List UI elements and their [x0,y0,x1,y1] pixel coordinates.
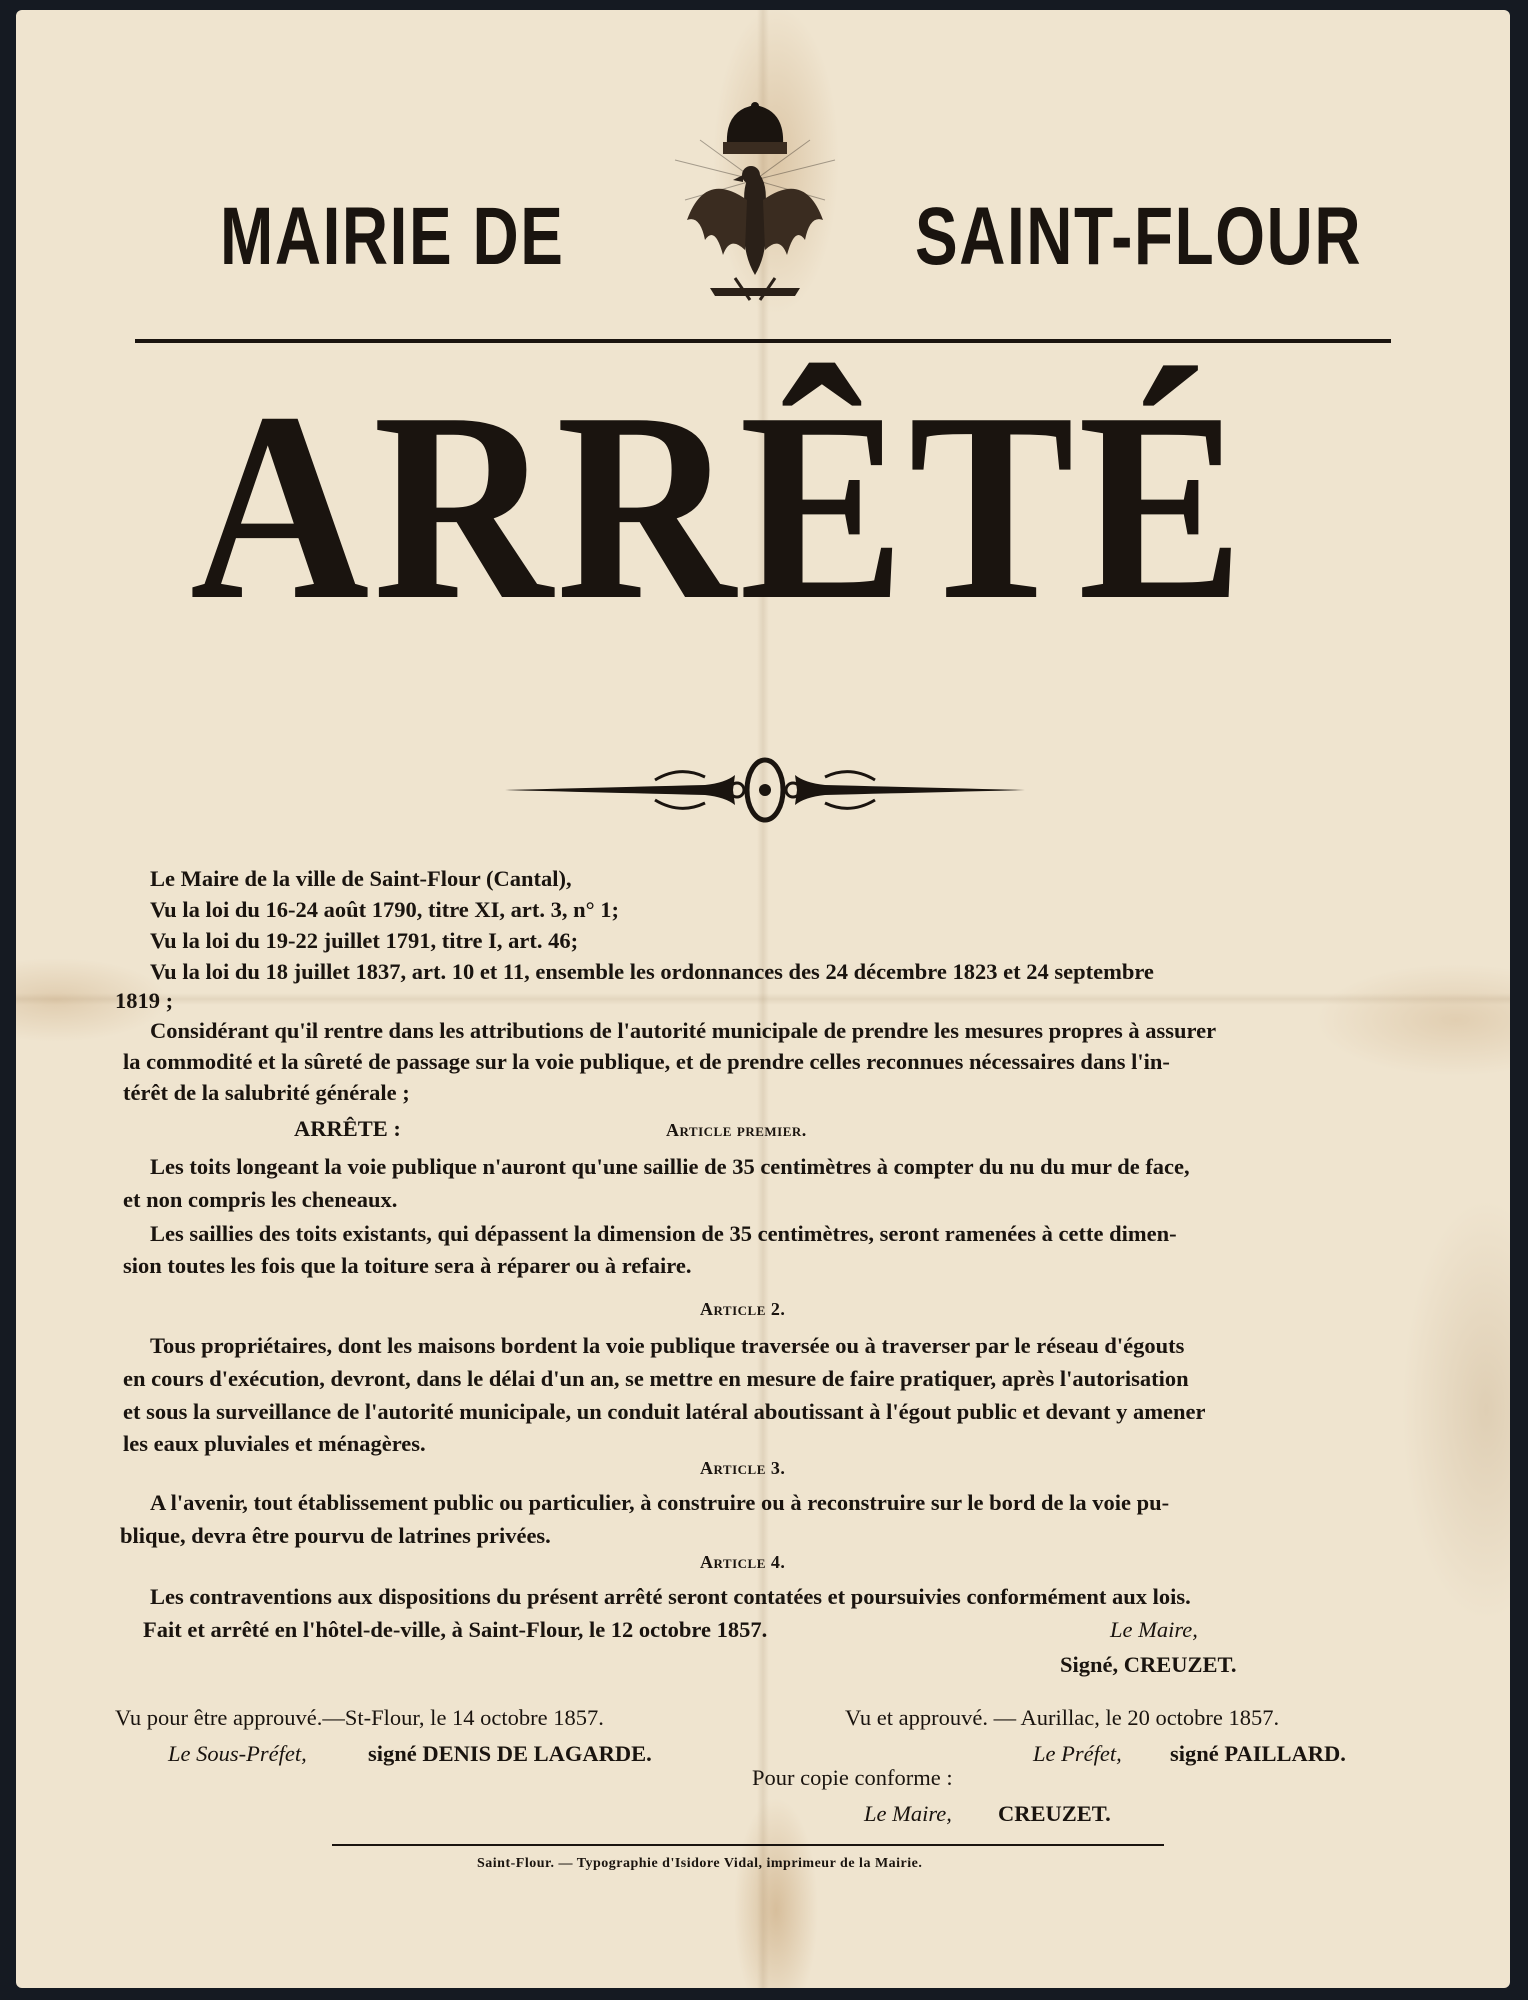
header-right: SAINT-FLOUR [915,191,1363,282]
article-1-line-2: et non compris les cheneaux. [123,1187,398,1212]
approval-left-signed: signé DENIS DE LAGARDE. [368,1741,652,1766]
preamble-line-3: Vu la loi du 19-22 juillet 1791, titre I, art. 46; [150,928,579,953]
header-left: MAIRIE DE [220,191,565,282]
signature-title: Le Maire, [1110,1617,1198,1642]
approval-right-role: Le Préfet, [1033,1741,1122,1766]
article-3-line-2: blique, devra être pourvu de latrines privées. [120,1523,551,1548]
preamble-line-1: Le Maire de la ville de Saint-Flour (Cantal), [150,866,572,891]
preamble-line-6: Considérant qu'il rentre dans les attributions de l'autorité municipale de prendre les mesures propres à assurer [150,1018,1217,1043]
approval-right-line: Vu et approuvé. — Aurillac, le 20 octobre 1857. [845,1705,1280,1730]
article-1-heading: Article premier. [666,1120,807,1140]
preamble-line-8: térêt de la salubrité générale ; [123,1080,410,1105]
article-2-line-1: Tous propriétaires, dont les maisons bordent la voie publique traversée ou à traverser par le réseau d'égouts [150,1333,1185,1358]
ornament-divider [505,755,1025,825]
article-3-line-1: A l'avenir, tout établissement public ou particulier, à construire ou à reconstruire sur le bord de la voie pu- [150,1490,1170,1515]
preamble-line-7: la commodité et la sûreté de passage sur la voie publique, et de prendre celles reconnues nécessaires dans l'in- [123,1049,1170,1074]
approval-left-role: Le Sous-Préfet, [168,1741,307,1766]
copy-line: Pour copie conforme : [752,1765,953,1790]
preamble-line-2: Vu la loi du 16-24 août 1790, titre XI, art. 3, n° 1; [150,897,620,922]
preamble-line-5: 1819 ; [115,988,174,1013]
signature-signed: Signé, CREUZET. [1060,1652,1237,1677]
article-2-line-2: en cours d'exécution, devront, dans le délai d'un an, se mettre en mesure de faire pratiquer, après l'autorisation [123,1366,1189,1391]
article-2-line-4: les eaux pluviales et ménagères. [123,1431,426,1456]
preamble-line-4: Vu la loi du 18 juillet 1837, art. 10 et 11, ensemble les ordonnances des 24 décembre 1823 et 24 septembre [150,959,1154,984]
copy-role: Le Maire, [864,1801,952,1826]
article-2-heading: Article 2. [700,1299,786,1319]
article-2-line-3: et sous la surveillance de l'autorité municipale, un conduit latéral aboutissant à l'égout public et devant y amener [123,1399,1206,1424]
imperial-eagle-emblem [655,100,855,325]
arrete-label: ARRÊTE : [294,1116,401,1141]
title-arrete: ARRÊTÉ [190,357,1248,656]
article-3-heading: Article 3. [700,1458,786,1478]
footer-rule [332,1844,1164,1846]
article-4-line-1: Les contraventions aux dispositions du présent arrêté seront contatées et poursuivies conformément aux lois. [150,1584,1191,1609]
copy-name: CREUZET. [998,1801,1111,1826]
printer-line: Saint-Flour. — Typographie d'Isidore Vidal, imprimeur de la Mairie. [477,1856,923,1871]
article-1-line-1: Les toits longeant la voie publique n'auront qu'une saillie de 35 centimètres à compter du nu du mur de face, [150,1154,1190,1179]
article-1-line-3: Les saillies des toits existants, qui dépassent la dimension de 35 centimètres, seront ramenées à cette dimen- [150,1221,1177,1246]
article-4-heading: Article 4. [700,1552,786,1572]
article-1-line-4: sion toutes les fois que la toiture sera à réparer ou à refaire. [123,1253,692,1278]
header-rule [135,339,1391,343]
approval-right-signed: signé PAILLARD. [1170,1741,1346,1766]
article-4-line-2: Fait et arrêté en l'hôtel-de-ville, à Saint-Flour, le 12 octobre 1857. [143,1617,768,1642]
approval-left-line: Vu pour être approuvé.—St-Flour, le 14 octobre 1857. [115,1705,604,1730]
